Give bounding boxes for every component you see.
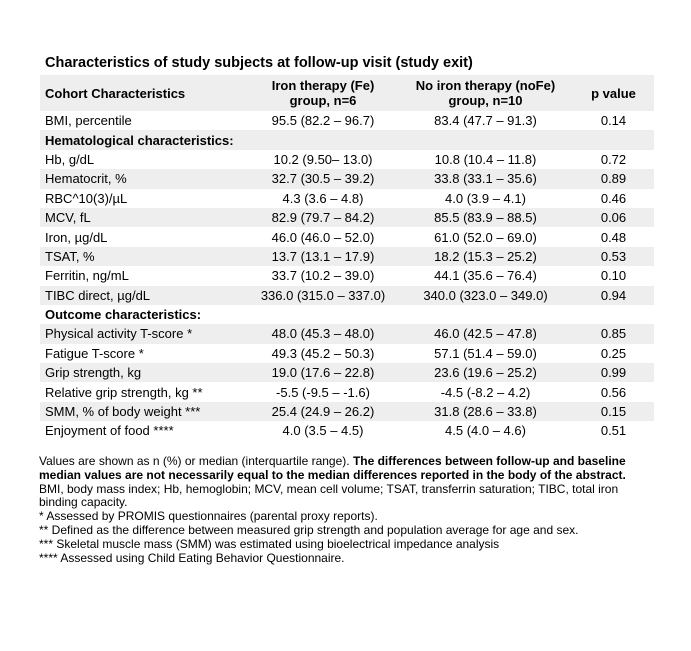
- fe-value: 32.7 (30.5 – 39.2): [248, 169, 398, 188]
- header-fe-line2: group, n=6: [289, 93, 357, 108]
- row-label: Grip strength, kg: [40, 363, 248, 382]
- table-row: [40, 363, 654, 382]
- header-cohort: Cohort Characteristics: [40, 75, 248, 111]
- table-row: [40, 382, 654, 401]
- fe-value: 4.3 (3.6 – 4.8): [282, 190, 364, 206]
- section-row: [40, 305, 654, 324]
- p-value: 0.89: [573, 169, 654, 188]
- p-value: 0.56: [600, 384, 627, 400]
- footnote-1: * Assessed by PROMIS questionnaires (parental proxy reports).: [39, 509, 378, 524]
- row-label: RBC^10(3)/µL: [45, 190, 128, 206]
- table-row: [40, 247, 654, 266]
- p-value: 0.25: [600, 345, 627, 361]
- fe-value: 48.0 (45.3 – 48.0): [248, 324, 398, 343]
- p-value: 0.53: [573, 247, 654, 266]
- fe-value: 19.0 (17.6 – 22.8): [248, 363, 398, 382]
- nofe-value: 85.5 (83.9 – 88.5): [398, 208, 573, 227]
- nofe-value: 57.1 (51.4 – 59.0): [434, 345, 537, 361]
- p-value: 0.06: [573, 208, 654, 227]
- nofe-value: 33.8 (33.1 – 35.6): [398, 169, 573, 188]
- nofe-value: 23.6 (19.6 – 25.2): [398, 363, 573, 382]
- p-value: 0.72: [600, 151, 627, 167]
- section-label: Outcome characteristics:: [45, 307, 202, 323]
- row-label: TSAT, %: [40, 247, 248, 266]
- nofe-value: -4.5 (-8.2 – 4.2): [440, 384, 531, 400]
- table-row: [40, 344, 654, 363]
- header-nofe-line2: group, n=10: [448, 93, 523, 108]
- fe-value: 46.0 (46.0 – 52.0): [271, 229, 375, 245]
- table-row: [40, 111, 654, 130]
- header-row: [40, 75, 654, 111]
- table-row: [40, 208, 654, 227]
- fe-value: 95.5 (82.2 – 96.7): [271, 113, 375, 129]
- header-fe: [248, 75, 398, 111]
- fe-value: 13.7 (13.1 – 17.9): [248, 247, 398, 266]
- nofe-value: 61.0 (52.0 – 69.0): [434, 229, 537, 245]
- section-row: [40, 130, 654, 149]
- nofe-value: 4.0 (3.9 – 4.1): [445, 190, 526, 206]
- characteristics-table: [40, 75, 654, 441]
- row-label: Hematocrit, %: [40, 169, 248, 188]
- fe-value: -5.5 (-9.5 – -1.6): [276, 384, 370, 400]
- table-row: [40, 421, 654, 440]
- nofe-value: 340.0 (323.0 – 349.0): [398, 286, 573, 305]
- row-label: BMI, percentile: [45, 113, 132, 129]
- header-fe-line1: Iron therapy (Fe): [271, 78, 375, 93]
- row-label: TIBC direct, µg/dL: [40, 286, 248, 305]
- section-label: Hematological characteristics:: [40, 130, 654, 149]
- table-row: [40, 324, 654, 343]
- row-label: Hb, g/dL: [45, 151, 95, 167]
- row-label: Enjoyment of food ****: [45, 423, 174, 439]
- nofe-value: 31.8 (28.6 – 33.8): [398, 402, 573, 421]
- row-label: SMM, % of body weight ***: [40, 402, 248, 421]
- table-row: [40, 286, 654, 305]
- footnote-2: ** Defined as the difference between measured grip strength and population average for age and sex.: [39, 522, 579, 537]
- p-value: 0.14: [600, 113, 627, 129]
- header-p-value: p value: [573, 75, 654, 111]
- nofe-value: 10.8 (10.4 – 11.8): [434, 151, 537, 167]
- nofe-value: 4.5 (4.0 – 4.6): [445, 423, 526, 439]
- p-value: 0.15: [573, 402, 654, 421]
- row-label: Fatigue T-score *: [45, 345, 144, 361]
- header-nofe-line1: No iron therapy (noFe): [415, 78, 556, 93]
- row-label: Relative grip strength, kg **: [45, 384, 203, 400]
- table-row: [40, 266, 654, 285]
- footnote-4: **** Assessed using Child Eating Behavior Questionnaire.: [39, 550, 345, 565]
- fe-value: 33.7 (10.2 – 39.0): [271, 268, 375, 284]
- table-row: [40, 150, 654, 169]
- row-label: MCV, fL: [40, 208, 248, 227]
- fe-value: 336.0 (315.0 – 337.0): [248, 286, 398, 305]
- row-label: Physical activity T-score *: [40, 324, 248, 343]
- fe-value: 49.3 (45.2 – 50.3): [271, 345, 375, 361]
- table-row: [40, 169, 654, 188]
- table-body: [40, 111, 654, 441]
- note-lead-normal: Values are shown as n (%) or median (interquartile range).: [39, 454, 353, 468]
- row-label: Ferritin, ng/mL: [45, 268, 129, 284]
- p-value: 0.94: [573, 286, 654, 305]
- nofe-value: 83.4 (47.7 – 91.3): [434, 113, 537, 129]
- row-label: Iron, µg/dL: [45, 229, 108, 245]
- table-row: [40, 189, 654, 208]
- fe-value: 10.2 (9.50– 13.0): [273, 151, 373, 167]
- note-lead-bold: The differences between follow-up and baseline median values are not necessarily equal to the median differences reported in the body of the abstract.: [39, 454, 626, 482]
- footnote-3: *** Skeletal muscle mass (SMM) was estimated using bioelectrical impedance analysis: [39, 536, 500, 551]
- p-value: 0.85: [573, 324, 654, 343]
- note-lead: [39, 455, 645, 483]
- p-value: 0.99: [573, 363, 654, 382]
- table-title: Characteristics of study subjects at follow-up visit (study exit): [45, 55, 473, 71]
- fe-value: 4.0 (3.5 – 4.5): [282, 423, 364, 439]
- nofe-value: 46.0 (42.5 – 47.8): [398, 324, 573, 343]
- fe-value: 82.9 (79.7 – 84.2): [248, 208, 398, 227]
- note-abbreviations: BMI, body mass index; Hb, hemoglobin; MCV, mean cell volume; TSAT, transferrin saturation; TIBC, total iron binding capacity.: [39, 481, 619, 510]
- p-value: 0.51: [600, 423, 627, 439]
- header-nofe: [398, 75, 573, 111]
- nofe-value: 18.2 (15.3 – 25.2): [398, 247, 573, 266]
- p-value: 0.10: [600, 268, 627, 284]
- p-value: 0.48: [600, 229, 627, 245]
- table-row: [40, 402, 654, 421]
- fe-value: 25.4 (24.9 – 26.2): [248, 402, 398, 421]
- table-notes: [39, 455, 645, 565]
- nofe-value: 44.1 (35.6 – 76.4): [434, 268, 537, 284]
- table-row: [40, 227, 654, 246]
- p-value: 0.46: [600, 190, 627, 206]
